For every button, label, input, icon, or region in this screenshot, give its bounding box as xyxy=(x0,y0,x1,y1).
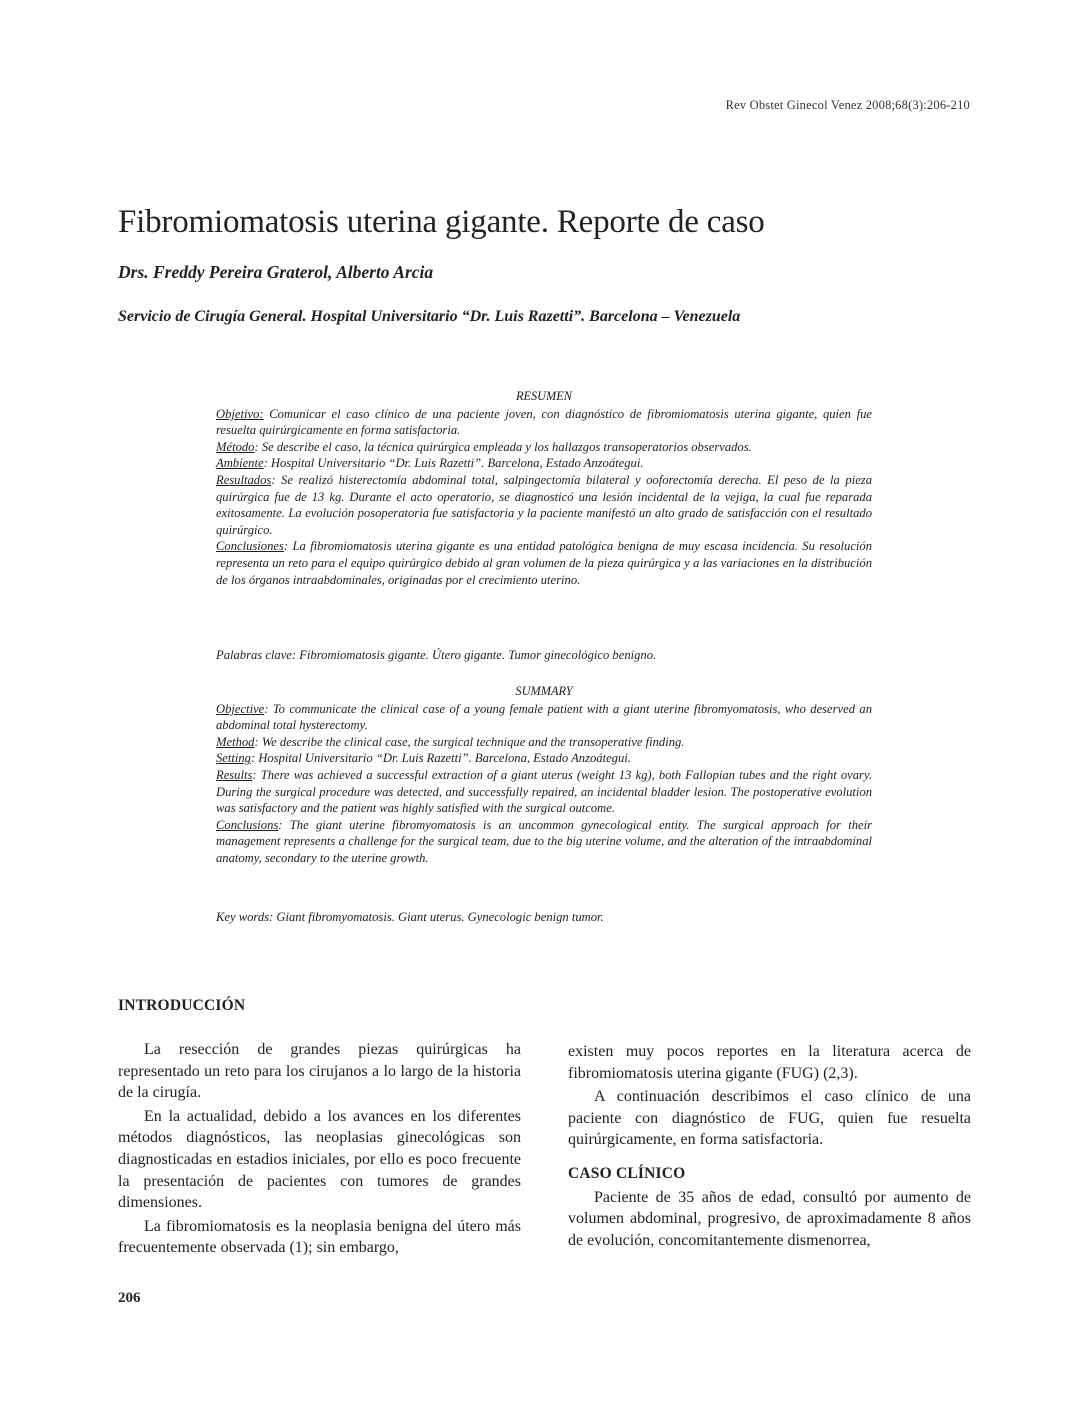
case-paragraph-1: Paciente de 35 años de edad, consultó por aumento de volumen abdominal, progresivo, de aproximadamente 8 años de evolución, concomitantemente dismenorrea, xyxy=(568,1188,971,1249)
resumen-resultados xyxy=(216,472,872,538)
resumen-metodo-text: : Se describe el caso, la técnica quirúrgica empleada y los hallazgos transoperatorios observados. xyxy=(254,439,752,454)
resumen-conclusiones-text: : La fibromiomatosis uterina gigante es una entidad patológica benigna de muy escasa incidencia. Su resolución representa un reto para el equipo quirúrgico debido al gran volumen de la pieza quirúrgica y a las variaciones en la distribución de los órganos intraabdominales, originadas por el crecimiento uterino. xyxy=(216,539,872,587)
article-title: Fibromiomatosis uterina gigante. Reporte de caso xyxy=(118,204,765,240)
intro-paragraph-3-continued: existen muy pocos reportes en la literatura acerca de fibromiomatosis uterina gigante (FUG) (2,3). xyxy=(568,1043,971,1082)
resumen-heading: RESUMEN xyxy=(515,389,572,403)
summary-results-label: Results xyxy=(216,767,253,782)
palabras-clave: Palabras clave: Fibromiomatosis gigante. Útero gigante. Tumor ginecológico benigno. xyxy=(216,648,657,662)
article-affiliation: Servicio de Cirugía General. Hospital Universitario “Dr. Luis Razetti”. Barcelona – Venezuela xyxy=(118,308,741,325)
summary-conclusions-text: : The giant uterine fibromyomatosis is an uncommon gynecological entity. The surgical approach for their management represents a challenge for the surgical team, due to the big uterine volume, and the alteration of the intraabdominal anatomy, secondary to the uterine growth. xyxy=(216,817,872,865)
intro-paragraph-3: La fibromiomatosis es la neoplasia benigna del útero más frecuentemente observada (1); sin embargo, xyxy=(118,1217,521,1257)
key-words: Key words: Giant fibromyomatosis. Giant uterus. Gynecologic benign tumor. xyxy=(216,910,604,924)
caso-clinico-heading: CASO CLÍNICO xyxy=(568,1164,686,1182)
summary-results xyxy=(216,767,872,817)
summary-method xyxy=(216,734,872,751)
summary-heading: SUMMARY xyxy=(515,684,573,698)
summary-abstract xyxy=(216,683,872,867)
page-number: 206 xyxy=(118,1290,141,1306)
summary-objective-label: Objective xyxy=(216,701,265,716)
article-authors: Drs. Freddy Pereira Graterol, Alberto Arcia xyxy=(118,262,434,282)
summary-method-label: Method xyxy=(216,734,255,749)
resumen-resultados-text: : Se realizó histerectomía abdominal total, salpingectomía bilateral y ooforectomía derecha. El peso de la pieza quirúrgica fue de 13 kg. Durante el acto operatorio, se diagnosticó una lesión incidental de la vejiga, la cual fue reparada exitosamente. La evolución posoperatoria fue satisfactoria y la paciente manifestó un alto grado de satisfacción con el resultado quirúrgico. xyxy=(216,472,872,537)
introduccion-heading: INTRODUCCIÓN xyxy=(118,997,246,1014)
resumen-ambiente-text: : Hospital Universitario “Dr. Luis Razetti”. Barcelona, Estado Anzoátegui. xyxy=(263,456,644,471)
journal-reference: Rev Obstet Ginecol Venez 2008;68(3):206-210 xyxy=(725,98,970,112)
resumen-conclusiones xyxy=(216,538,872,588)
summary-conclusions-label: Conclusions xyxy=(216,817,279,832)
resumen-metodo xyxy=(216,439,872,456)
summary-setting-label: Setting xyxy=(216,751,251,766)
resumen-objetivo xyxy=(216,406,872,439)
summary-objective xyxy=(216,701,872,734)
resumen-conclusiones-label: Conclusiones xyxy=(216,539,284,554)
body-column-left xyxy=(118,1039,521,1259)
intro-paragraph-2: En la actualidad, debido a los avances en los diferentes métodos diagnósticos, las neoplasias ginecológicas son diagnosticadas en estadios iniciales, por ello es poco frecuente la presentación de pacientes con tumores de grandes dimensiones. xyxy=(118,1107,521,1212)
summary-objective-text: : To communicate the clinical case of a young female patient with a giant uterine fibromyomatosis, who deserved an abdominal total hysterectomy. xyxy=(216,701,872,733)
resumen-resultados-label: Resultados xyxy=(216,472,272,487)
resumen-objetivo-label: Objetivo: xyxy=(216,406,264,421)
summary-setting xyxy=(216,750,872,767)
summary-conclusions xyxy=(216,817,872,867)
summary-method-text: : We describe the clinical case, the surgical technique and the transoperative finding. xyxy=(254,734,685,749)
resumen-objetivo-text: Comunicar el caso clínico de una paciente joven, con diagnóstico de fibromiomatosis uterina gigante, quien fue resuelta quirúrgicamente en forma satisfactoria. xyxy=(216,406,872,438)
summary-setting-text: : Hospital Universitario “Dr. Luis Razetti”. Barcelona, Estado Anzoátegui. xyxy=(250,751,631,766)
intro-paragraph-1: La resección de grandes piezas quirúrgicas ha representado un reto para los cirujanos a lo largo de la historia de la cirugía. xyxy=(118,1041,521,1102)
resumen-ambiente xyxy=(216,455,872,472)
intro-paragraph-4: A continuación describimos el caso clínico de una paciente con diagnóstico de FUG, quien fue resuelta quirúrgicamente, en forma satisfactoria. xyxy=(568,1088,971,1149)
body-column-right xyxy=(568,1041,971,1251)
resumen-ambiente-label: Ambiente xyxy=(216,456,264,471)
resumen-abstract xyxy=(216,388,872,588)
summary-results-text: : There was achieved a successful extraction of a giant uterus (weight 13 kg), both Fallopian tubes and the right ovary. During the surgical procedure was detected, and successfully repaired, an incidental bladder lesion. The postoperative evolution was satisfactory and the patient was highly satisfied with the surgical outcome. xyxy=(216,767,872,816)
resumen-metodo-label: Método xyxy=(216,439,255,454)
